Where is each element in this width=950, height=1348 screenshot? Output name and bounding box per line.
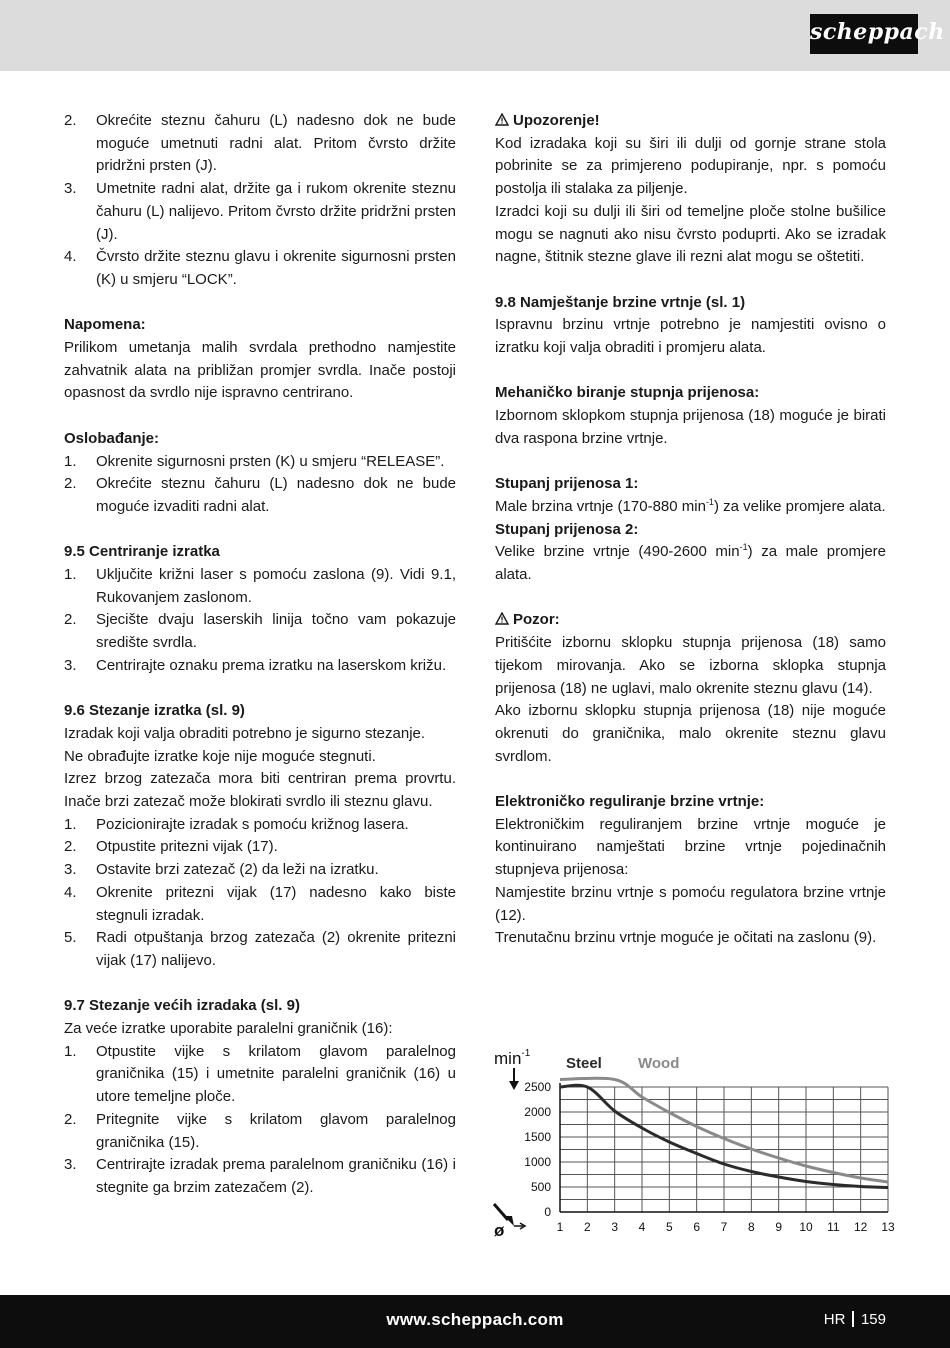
- paragraph: Elektroničkim reguliranjem brzine vrtnje moguće je kontinuirano namještati brzine vrtnje pojedinačnih stupnjeva prijenosa:: [495, 815, 886, 879]
- footer-url: www.scheppach.com: [386, 1310, 564, 1329]
- steps-top-list: [64, 110, 456, 292]
- list-text: Pozicionirajte izradak s pomoću križnog lasera.: [96, 815, 409, 833]
- text-run: Male brzina vrtnje (170-880 min: [495, 497, 706, 515]
- y-tick-label: 1000: [524, 1155, 551, 1169]
- y-axis-unit-label: $\min^{-1}$: [494, 1048, 531, 1068]
- superscript: -1: [739, 542, 748, 553]
- list-number: 2.: [64, 1110, 77, 1128]
- list-number: 1.: [64, 1042, 77, 1060]
- list-number: 3.: [64, 180, 77, 198]
- paragraph: Izradak koji valja obraditi potrebno je sigurno stezanje.: [64, 724, 426, 742]
- text-run: ) za velike promjere alata.: [713, 497, 886, 515]
- list-text: Otpustite vijke s krilatom glavom paralelnog graničnika (15) i umetnite paralelni graničnik (16) u utore temeljne ploče.: [96, 1042, 456, 1106]
- list-text: Uključite križni laser s pomoću zaslona (9). Vidi 9.1, Rukovanjem zaslonom.: [96, 566, 456, 606]
- section-9-5-heading: 9.5 Centriranje izratka: [64, 543, 220, 561]
- paragraph: Izbornom sklopkom stupnja prijenosa (18) moguće je birati dva raspona brzine vrtnje.: [495, 407, 886, 447]
- list-item: [64, 1109, 456, 1154]
- list-item: [64, 882, 456, 927]
- list-number: 3.: [64, 861, 77, 879]
- x-tick-label: 12: [853, 1220, 868, 1234]
- list-text: Pritegnite vijke s krilatom glavom paralelnog graničnika (15).: [96, 1110, 456, 1151]
- list-item: [64, 655, 456, 678]
- list-number: 1.: [64, 566, 77, 584]
- mechanical-heading: Mehaničko biranje stupnja prijenosa:: [495, 384, 760, 402]
- speed-chart: [490, 1040, 910, 1245]
- brand-logo-text: scheppach: [810, 19, 945, 45]
- superscript: -1: [705, 496, 714, 507]
- x-tick-label: 5: [665, 1220, 673, 1234]
- list-item: [64, 814, 456, 837]
- paragraph: Izradci koji su dulji ili širi od temeljne ploče stolne bušilice mogu se nagnuti ako nisu čvrsto poduprti. Ako se izradak nagne, štitnik stezne glave ili rezni alat mogu se oštetiti.: [495, 202, 886, 266]
- stage2-heading: Stupanj prijenosa 2:: [495, 520, 639, 538]
- list-text: Sjecište dvaju laserskih linija točno vam pokazuje središte svrdla.: [96, 611, 456, 652]
- y-tick-label: 500: [530, 1180, 551, 1194]
- paragraph: Kod izradaka koji su širi ili dulji od gornje strane stola pobrinite se za primjereno podupiranje, npr. s pomoću postolja ili stalaka za piljenje.: [495, 134, 886, 198]
- paragraph: [495, 541, 886, 586]
- note-text: Prilikom umetanja malih svrdala prethodno namjestite zahvatnik alata na približan promjer svrdla. Inače postoji opasnost da svrdlo nije ispravno centrirano.: [64, 339, 456, 402]
- header-bar: [0, 0, 950, 71]
- paragraph: Ako izbornu sklopku stupnja prijenosa (18) nije moguće okrenuti do graničnika, malo okrenite steznu glavu svrdlom.: [495, 702, 886, 765]
- footer-bar: [0, 1295, 950, 1348]
- left-column: [64, 110, 456, 1200]
- warning-icon: [495, 113, 509, 126]
- list-text: Radi otpuštanja brzog zatezača (2) okrenite pritezni vijak (17) nalijevo.: [96, 929, 456, 969]
- list-number: 1.: [64, 452, 77, 470]
- legend-label-steel: Steel: [566, 1055, 602, 1072]
- x-tick-label: 4: [638, 1220, 646, 1234]
- x-tick-label: 10: [799, 1220, 813, 1234]
- x-tick-label: 11: [827, 1220, 840, 1234]
- paragraph: [495, 496, 886, 519]
- list-item: [64, 927, 456, 972]
- stage1-heading: Stupanj prijenosa 1:: [495, 475, 639, 493]
- list-text: Čvrsto držite steznu glavu i okrenite sigurnosni prsten (K) u smjeru “LOCK”.: [96, 248, 456, 288]
- paragraph: Izrez brzog zatezača mora biti centriran prema provrtu. Inače brzi zatezač može blokirati svrdlo ili steznu glavu.: [64, 770, 456, 811]
- x-tick-label: 3: [611, 1220, 619, 1234]
- electronic-heading: Elektroničko reguliranje brzine vrtnje:: [495, 793, 765, 811]
- section-9-8-heading: 9.8 Namještanje brzine vrtnje (sl. 1): [495, 293, 746, 311]
- list-number: 2.: [64, 475, 77, 493]
- right-column: [495, 110, 886, 950]
- list-text: Centrirajte izradak prema paralelnom graničniku (16) i stegnite ga brzim zatezačem (2).: [96, 1156, 456, 1196]
- list-text: Okrećite steznu čahuru (L) nadesno dok ne bude moguće umetnuti radni alat. Pritom čvrsto držite pridržni prsten (J).: [96, 112, 456, 175]
- section-9-7-heading: 9.7 Stezanje većih izradaka (sl. 9): [64, 997, 300, 1015]
- list-item: [64, 451, 456, 474]
- language-code: HR: [823, 1311, 846, 1328]
- x-tick-label: 8: [747, 1220, 755, 1234]
- paragraph: Namjestite brzinu vrtnje s pomoću regulatora brzine vrtnje (12).: [495, 883, 886, 924]
- y-tick-label: 2500: [524, 1080, 551, 1094]
- x-tick-label: 6: [693, 1220, 701, 1234]
- caution-heading-text: Pozor:: [513, 611, 560, 629]
- list-number: 2.: [64, 112, 77, 129]
- page-number: [824, 1311, 886, 1328]
- legend-label-wood: Wood: [638, 1055, 680, 1072]
- list-number: 4.: [64, 883, 77, 901]
- separator: [852, 1311, 854, 1327]
- note-heading: Napomena:: [64, 316, 146, 334]
- list-number: 5.: [64, 929, 77, 947]
- list-number: 3.: [64, 656, 77, 674]
- warning-heading-text: Upozorenje!: [513, 112, 600, 129]
- list-number: 2.: [64, 611, 77, 629]
- list-text: Ostavite brzi zatezač (2) da leži na izratku.: [96, 861, 379, 879]
- list-text: Umetnite radni alat, držite ga i rukom okrenite steznu čahuru (L) nalijevo. Pritom čvrsto držite pridržni prsten (J).: [96, 180, 456, 243]
- x-tick-label: 13: [881, 1220, 895, 1234]
- paragraph: Ne obrađujte izratke koje nije moguće stegnuti.: [64, 747, 376, 765]
- x-tick-label: 1: [556, 1220, 564, 1234]
- list-item: [64, 564, 456, 609]
- release-heading: Oslobađanje:: [64, 429, 160, 447]
- list-number: 2.: [64, 838, 77, 856]
- x-tick-label: 9: [775, 1220, 783, 1234]
- y-axis-arrowhead: [509, 1081, 519, 1090]
- warning-icon: [495, 612, 509, 625]
- x-tick-label: 2: [583, 1220, 591, 1234]
- list-item: [64, 110, 456, 178]
- list-number: 3.: [64, 1156, 77, 1174]
- warning-heading: [495, 110, 886, 133]
- list-item: [64, 473, 456, 518]
- y-tick-label: 2000: [524, 1105, 551, 1119]
- list-text: Okrenite sigurnosni prsten (K) u smjeru “RELEASE”.: [96, 452, 445, 470]
- y-tick-label: 1500: [524, 1130, 551, 1144]
- page-num: 159: [860, 1311, 886, 1328]
- text-run: Velike brzine vrtnje (490-2600 min: [495, 543, 740, 561]
- list-item: [64, 1041, 456, 1109]
- paragraph: Trenutačnu brzinu vrtnje moguće je očitati na zaslonu (9).: [495, 929, 877, 947]
- text-run: ) za male promjere alata.: [495, 543, 886, 584]
- brand-logo: [810, 14, 945, 54]
- list-text: Centrirajte oznaku prema izratku na laserskom križu.: [96, 656, 447, 674]
- x-axis-diameter-label: ø: [494, 1221, 505, 1240]
- paragraph: Pritišćite izbornu sklopku stupnja prijenosa (18) samo tijekom mirovanja. Ako se izborna sklopka stupnja prijenosa (18) ne uglavi, malo okrenite steznu glavu (14).: [495, 634, 886, 697]
- list-item: [64, 246, 456, 291]
- list-item: [64, 1154, 456, 1199]
- list-text: Okrećite steznu čahuru (L) nadesno dok ne bude moguće izvaditi radni alat.: [96, 475, 456, 515]
- paragraph: Za veće izratke uporabite paralelni graničnik (16):: [64, 1020, 393, 1038]
- list-number: 1.: [64, 815, 77, 833]
- paragraph: Ispravnu brzinu vrtnje potrebno je namjestiti ovisno o izratku koji valja obraditi i promjeru alata.: [495, 316, 886, 357]
- section-9-6-heading: 9.6 Stezanje izratka (sl. 9): [64, 702, 245, 720]
- list-text: Okrenite pritezni vijak (17) nadesno kako biste stegnuli izradak.: [96, 883, 456, 924]
- list-item: [64, 609, 456, 654]
- list-item: [64, 836, 456, 859]
- caution-heading: [495, 609, 886, 632]
- y-tick-label: 0: [544, 1205, 551, 1219]
- list-item: [64, 859, 456, 882]
- list-number: 4.: [64, 248, 77, 266]
- list-text: Otpustite pritezni vijak (17).: [96, 838, 278, 856]
- list-item: [64, 178, 456, 246]
- x-tick-label: 7: [720, 1220, 728, 1234]
